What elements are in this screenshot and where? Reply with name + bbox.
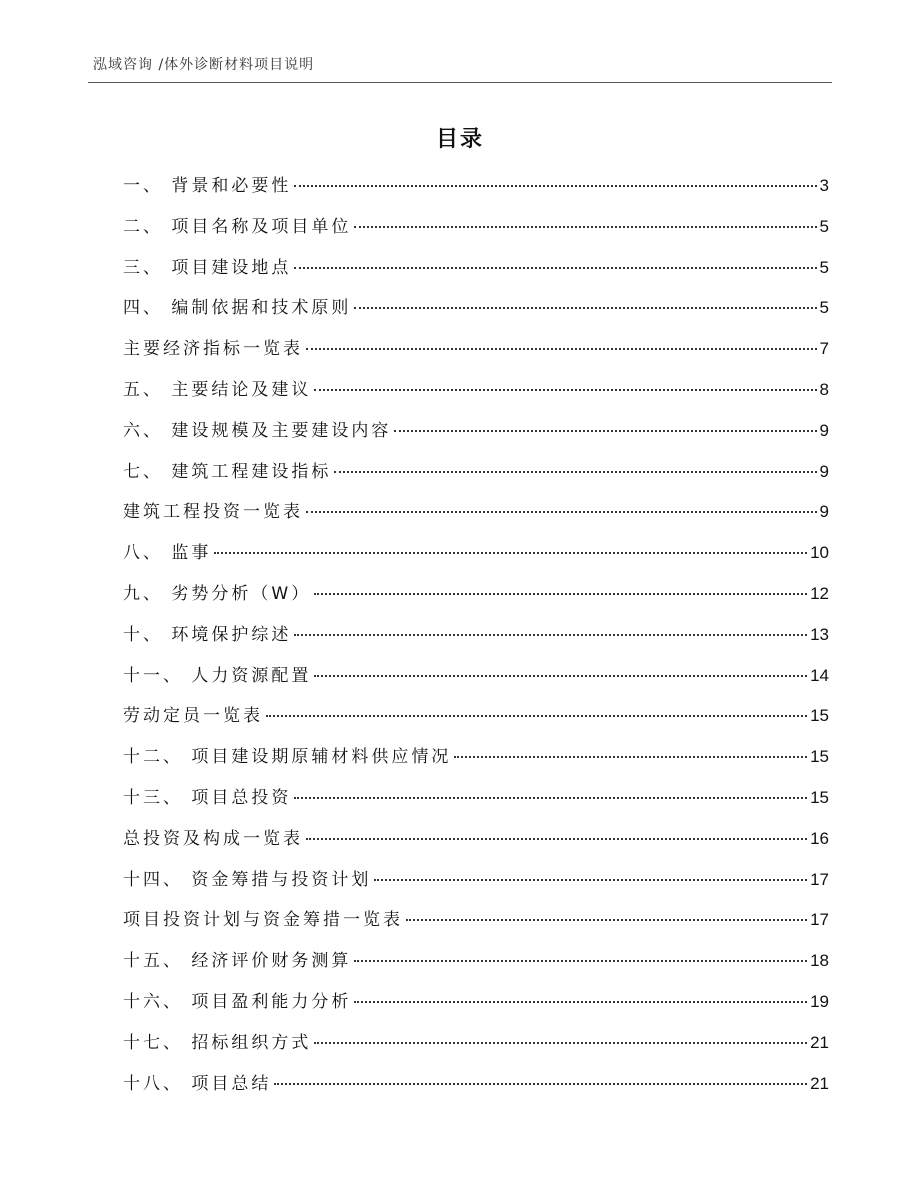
toc-entry-label: 四、 编制依据和技术原则 <box>123 298 352 319</box>
toc-dot-leader <box>314 675 807 677</box>
toc-dot-leader <box>306 511 817 513</box>
toc-page-number: 9 <box>819 461 829 481</box>
toc-entry-label: 六、 建设规模及主要建设内容 <box>123 420 392 441</box>
toc-entry[interactable] <box>123 865 829 906</box>
toc-entry[interactable] <box>123 701 829 742</box>
toc-entry[interactable] <box>123 416 829 457</box>
toc-dot-leader <box>314 1042 807 1044</box>
toc-entry-label: 三、 项目建设地点 <box>123 257 292 278</box>
toc-page-number: 15 <box>810 787 829 807</box>
toc-dot-leader <box>294 185 816 187</box>
toc-page-number: 7 <box>819 339 829 359</box>
page-header: 泓域咨询 /体外诊断材料项目说明 <box>93 57 315 73</box>
toc-page-number: 14 <box>810 665 829 685</box>
table-of-contents <box>123 171 829 1109</box>
toc-entry[interactable] <box>123 783 829 824</box>
toc-entry[interactable] <box>123 253 829 294</box>
toc-dot-leader <box>354 307 816 309</box>
toc-page-number: 13 <box>810 624 829 644</box>
toc-entry-label: 项目投资计划与资金筹措一览表 <box>123 910 403 931</box>
toc-page-number: 18 <box>810 951 829 971</box>
toc-dot-leader <box>314 389 816 391</box>
toc-entry[interactable] <box>123 538 829 579</box>
toc-entry[interactable] <box>123 824 829 865</box>
toc-entry-label: 十、 环境保护综述 <box>123 624 292 645</box>
toc-page-number: 5 <box>819 257 829 277</box>
toc-entry-label: 十二、 项目建设期原辅材料供应情况 <box>123 747 452 768</box>
header-divider <box>88 82 832 83</box>
toc-page-number: 5 <box>819 216 829 236</box>
toc-page-number: 9 <box>819 420 829 440</box>
toc-entry[interactable] <box>123 579 829 620</box>
toc-page-number: 21 <box>810 1073 829 1093</box>
toc-dot-leader <box>354 1001 807 1003</box>
toc-entry-label: 五、 主要结论及建议 <box>123 379 312 400</box>
toc-entry-label: 七、 建筑工程建设指标 <box>123 461 332 482</box>
toc-entry[interactable] <box>123 457 829 498</box>
toc-page-number: 19 <box>810 991 829 1011</box>
toc-entry-label: 建筑工程投资一览表 <box>123 502 303 523</box>
toc-entry-label: 九、 劣势分析（W） <box>123 583 312 604</box>
toc-entry-label: 十一、 人力资源配置 <box>123 665 312 686</box>
toc-dot-leader <box>274 1083 807 1085</box>
toc-entry[interactable] <box>123 293 829 334</box>
toc-dot-leader <box>454 756 807 758</box>
toc-page-number: 17 <box>810 910 829 930</box>
toc-entry[interactable] <box>123 212 829 253</box>
toc-entry-label: 十三、 项目总投资 <box>123 787 292 808</box>
toc-entry[interactable] <box>123 375 829 416</box>
toc-dot-leader <box>266 715 807 717</box>
toc-page-number: 3 <box>819 176 829 195</box>
toc-entry-label: 十五、 经济评价财务测算 <box>123 951 352 972</box>
toc-entry[interactable] <box>123 946 829 987</box>
toc-page-number: 12 <box>810 583 829 603</box>
toc-page-number: 5 <box>819 298 829 318</box>
toc-entry[interactable] <box>123 334 829 375</box>
toc-dot-leader <box>306 348 817 350</box>
toc-dot-leader <box>374 879 807 881</box>
toc-entry-label: 十八、 项目总结 <box>123 1073 272 1094</box>
toc-entry-label: 主要经济指标一览表 <box>123 339 303 360</box>
toc-dot-leader <box>214 552 807 554</box>
toc-entry[interactable] <box>123 497 829 538</box>
toc-page-number: 15 <box>810 747 829 767</box>
toc-title: 目录 <box>435 127 484 152</box>
toc-page-number: 15 <box>810 706 829 726</box>
toc-entry[interactable] <box>123 905 829 946</box>
toc-page-number: 21 <box>810 1032 829 1052</box>
toc-entry[interactable] <box>123 1069 829 1110</box>
toc-dot-leader <box>406 919 807 921</box>
toc-dot-leader <box>314 593 807 595</box>
toc-entry-label: 劳动定员一览表 <box>123 706 263 727</box>
toc-dot-leader <box>294 634 807 636</box>
toc-page-number: 17 <box>810 869 829 889</box>
toc-entry-label: 二、 项目名称及项目单位 <box>123 216 352 237</box>
toc-entry[interactable] <box>123 987 829 1028</box>
toc-dot-leader <box>354 226 816 228</box>
toc-entry[interactable] <box>123 742 829 783</box>
toc-page-number: 8 <box>819 379 829 399</box>
toc-entry[interactable] <box>123 620 829 661</box>
toc-entry-label: 一、 背景和必要性 <box>123 176 292 196</box>
toc-entry[interactable] <box>123 171 829 212</box>
toc-entry-label: 十七、 招标组织方式 <box>123 1032 312 1053</box>
toc-page-number: 10 <box>810 543 829 563</box>
toc-dot-leader <box>306 838 807 840</box>
toc-dot-leader <box>334 471 816 473</box>
toc-entry[interactable] <box>123 661 829 702</box>
toc-dot-leader <box>354 960 807 962</box>
toc-entry-label: 十四、 资金筹措与投资计划 <box>123 869 372 890</box>
toc-entry-label: 总投资及构成一览表 <box>123 828 303 849</box>
toc-dot-leader <box>294 267 816 269</box>
toc-dot-leader <box>294 797 807 799</box>
toc-entry[interactable] <box>123 1028 829 1069</box>
toc-page-number: 16 <box>810 828 829 848</box>
toc-entry-label: 十六、 项目盈利能力分析 <box>123 991 352 1012</box>
toc-entry-label: 八、 监事 <box>123 543 212 564</box>
toc-page-number: 9 <box>819 502 829 522</box>
toc-dot-leader <box>394 430 816 432</box>
